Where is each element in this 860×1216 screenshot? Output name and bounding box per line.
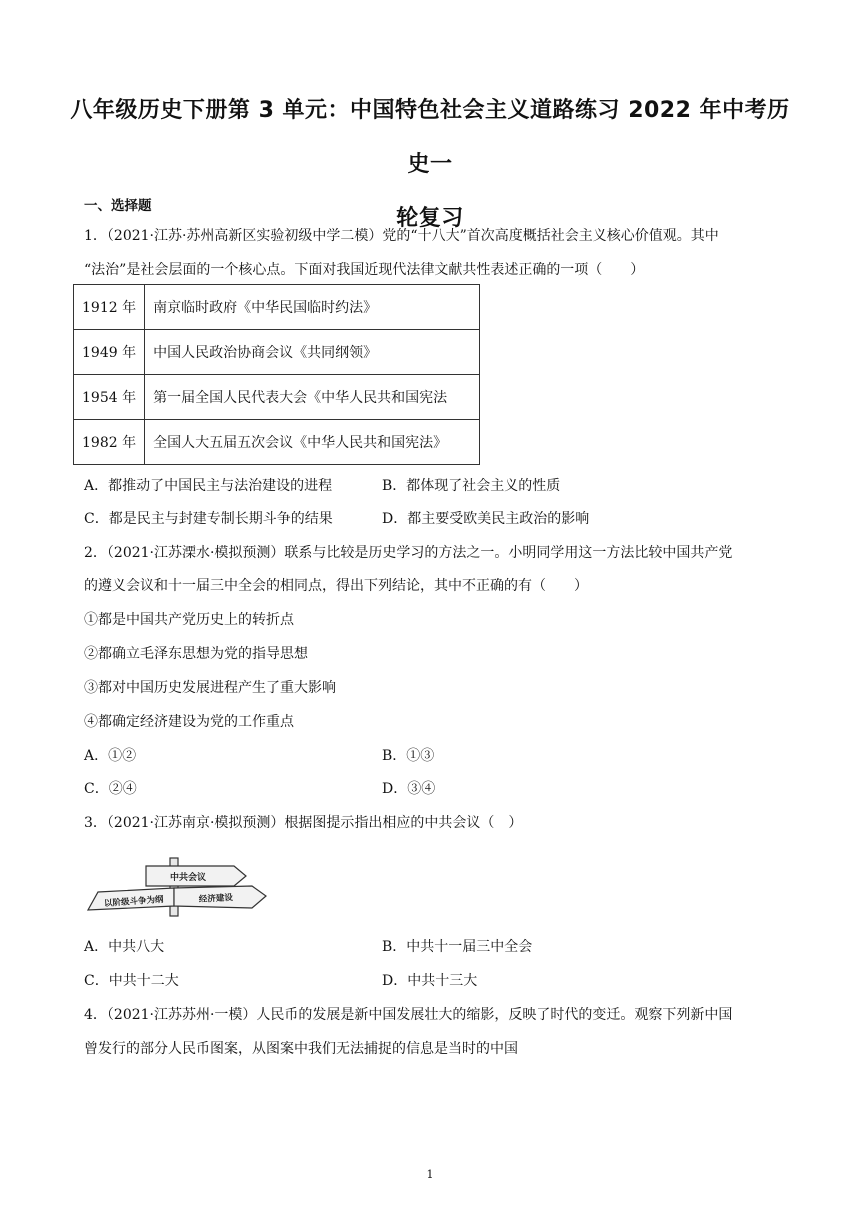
table-cell-year: 1982 年 — [74, 420, 145, 465]
q1-stem-line-1: 1．（2021·江苏·苏州高新区实验初级中学二模）党的“十八大”首次高度概括社会主义核心价值观。其中 — [84, 228, 719, 244]
table-cell-year: 1912 年 — [74, 285, 145, 330]
table-row — [74, 330, 480, 375]
table-cell-year: 1949 年 — [74, 330, 145, 375]
signpost-figure — [84, 856, 274, 918]
q2-statement-1: ①都是中国共产党历史上的转折点 — [84, 612, 294, 628]
q2-option-d: D．③④ — [382, 781, 436, 797]
q2-stem-line-1: 2．（2021·江苏溧水·模拟预测）联系与比较是历史学习的方法之一。小明同学用这一方法比较中国共产党 — [84, 545, 733, 561]
q1-option-a: A．都推动了中国民主与法治建设的进程 — [84, 478, 333, 494]
q3-stem: 3．（2021·江苏南京·模拟预测）根据图提示指出相应的中共会议（ ） — [84, 815, 523, 831]
page-title — [60, 84, 800, 246]
table-row — [74, 375, 480, 420]
q1-option-c: C．都是民主与封建专制长期斗争的结果 — [84, 511, 333, 527]
q2-stem-line-2: 的遵义会议和十一届三中全会的相同点，得出下列结论，其中不正确的有（ ） — [84, 578, 588, 594]
q2-option-c: C．②④ — [84, 781, 137, 797]
q3-option-d: D．中共十三大 — [382, 973, 478, 989]
q4-stem-line-1: 4．（2021·江苏苏州·一模）人民币的发展是新中国发展壮大的缩影，反映了时代的变迁。观察下列新中国 — [84, 1007, 733, 1023]
law-table — [73, 284, 480, 465]
signpost-right-label: 经济建设 — [198, 893, 234, 905]
table-row — [74, 285, 480, 330]
q3-option-b: B．中共十一届三中全会 — [382, 939, 533, 955]
signpost-top-label: 中共会议 — [169, 873, 207, 883]
table-cell-year: 1954 年 — [74, 375, 145, 420]
q2-statement-4: ④都确定经济建设为党的工作重点 — [84, 714, 294, 730]
table-cell-document: 全国人大五届五次会议《中华人民共和国宪法》 — [145, 420, 480, 465]
q3-option-c: C．中共十二大 — [84, 973, 179, 989]
q3-option-a: A．中共八大 — [84, 939, 165, 955]
signpost-left-label: 以阶级斗争为纲 — [103, 894, 164, 910]
table-row — [74, 420, 480, 465]
q1-option-d: D．都主要受欧美民主政治的影响 — [382, 511, 590, 527]
q1-stem-line-2: “法治”是社会层面的一个核心点。下面对我国近现代法律文献共性表述正确的一项（ ） — [84, 262, 645, 278]
section-heading: 一、选择题 — [84, 198, 152, 214]
page-number: 1 — [426, 1168, 434, 1181]
q1-option-b: B．都体现了社会主义的性质 — [382, 478, 561, 494]
table-cell-document: 第一届全国人民代表大会《中华人民共和国宪法 — [145, 375, 480, 420]
q4-stem-line-2: 曾发行的部分人民币图案，从图案中我们无法捕捉的信息是当时的中国 — [84, 1041, 518, 1057]
q2-statement-3: ③都对中国历史发展进程产生了重大影响 — [84, 680, 336, 696]
q2-option-b: B．①③ — [382, 748, 435, 764]
title-line-2: 轮复习 — [396, 206, 464, 231]
table-cell-document: 中国人民政治协商会议《共同纲领》 — [145, 330, 480, 375]
q2-statement-2: ②都确立毛泽东思想为党的指导思想 — [84, 646, 308, 662]
q2-option-a: A．①② — [84, 748, 137, 764]
title-line-1: 八年级历史下册第 3 单元：中国特色社会主义道路练习 2022 年中考历史一 — [70, 98, 790, 177]
table-cell-document: 南京临时政府《中华民国临时约法》 — [145, 285, 480, 330]
